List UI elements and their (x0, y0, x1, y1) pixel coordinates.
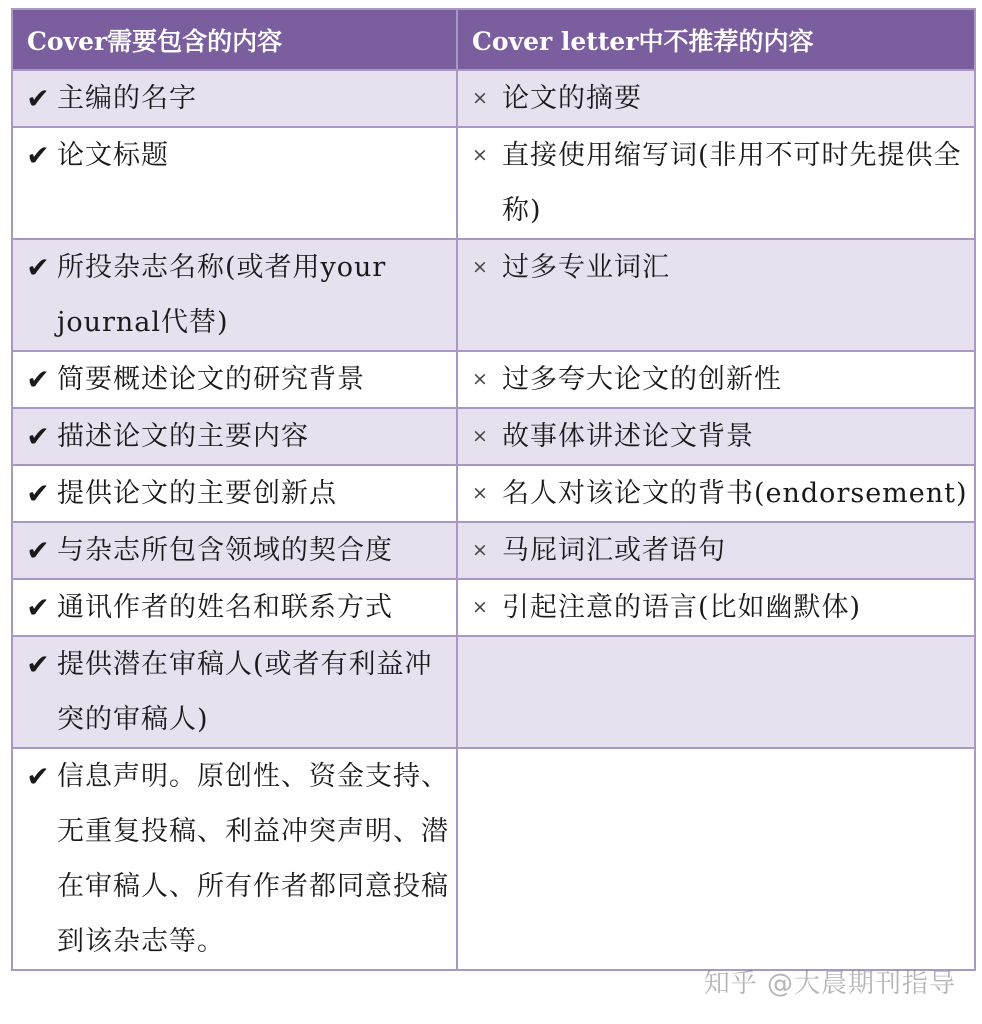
header-row (12, 9, 975, 70)
check-icon: ✔ (26, 760, 50, 793)
header-not-recommended: Cover letter中不推荐的内容 (457, 9, 975, 70)
avoid-text: 马屁词汇或者语句 (502, 535, 726, 566)
avoid-cell (457, 239, 975, 351)
cross-icon: × (472, 539, 488, 561)
check-icon: ✔ (26, 139, 50, 172)
avoid-text: 引起注意的语言(比如幽默体) (502, 592, 862, 623)
avoid-cell (457, 579, 975, 636)
table-row (12, 127, 975, 239)
avoid-cell (457, 70, 975, 127)
include-text: 提供论文的主要创新点 (57, 478, 337, 509)
include-text: 主编的名字 (57, 83, 197, 114)
cross-icon: × (472, 144, 488, 166)
include-cell (12, 579, 457, 636)
cross-icon: × (472, 596, 488, 618)
avoid-cell (457, 408, 975, 465)
include-cell (12, 636, 457, 748)
avoid-text: 论文的摘要 (502, 83, 642, 114)
include-text: 论文标题 (57, 140, 169, 171)
avoid-cell (457, 522, 975, 579)
include-cell (12, 239, 457, 351)
cover-letter-comparison-table (11, 8, 976, 971)
check-icon: ✔ (26, 251, 50, 284)
check-icon: ✔ (26, 591, 50, 624)
table-row (12, 522, 975, 579)
zhihu-watermark: 知乎 @大晨期刊指导 (703, 969, 956, 999)
check-icon: ✔ (26, 534, 50, 567)
avoid-cell (457, 465, 975, 522)
include-cell (12, 127, 457, 239)
include-cell (12, 748, 457, 970)
comparison-table-container (11, 8, 974, 971)
avoid-text: 故事体讲述论文背景 (502, 421, 754, 452)
check-icon: ✔ (26, 82, 50, 115)
avoid-text: 直接使用缩写词(非用不可时先提供全称) (502, 140, 962, 226)
include-text: 通讯作者的姓名和联系方式 (57, 592, 393, 623)
avoid-text: 过多专业词汇 (502, 252, 670, 283)
include-text: 描述论文的主要内容 (57, 421, 309, 452)
include-cell (12, 465, 457, 522)
include-text: 信息声明。原创性、资金支持、无重复投稿、利益冲突声明、潜在审稿人、所有作者都同意投稿到该杂志等。 (57, 761, 449, 957)
cross-icon: × (472, 87, 488, 109)
avoid-text: 过多夸大论文的创新性 (502, 364, 782, 395)
avoid-cell (457, 127, 975, 239)
check-icon: ✔ (26, 477, 50, 510)
include-cell (12, 351, 457, 408)
table-row (12, 239, 975, 351)
table-row (12, 351, 975, 408)
table-row (12, 465, 975, 522)
check-icon: ✔ (26, 420, 50, 453)
avoid-cell (457, 351, 975, 408)
include-text: 提供潜在审稿人(或者有利益冲突的审稿人) (57, 649, 433, 735)
avoid-cell-empty (457, 636, 975, 748)
table-row (12, 70, 975, 127)
cross-icon: × (472, 482, 488, 504)
include-text: 简要概述论文的研究背景 (57, 364, 365, 395)
avoid-text: 名人对该论文的背书(endorsement) (502, 478, 968, 509)
include-cell (12, 522, 457, 579)
cross-icon: × (472, 256, 488, 278)
cross-icon: × (472, 425, 488, 447)
table-row (12, 748, 975, 970)
avoid-cell-empty (457, 748, 975, 970)
include-cell (12, 408, 457, 465)
cross-icon: × (472, 368, 488, 390)
table-row (12, 408, 975, 465)
include-cell (12, 70, 457, 127)
include-text: 与杂志所包含领域的契合度 (57, 535, 393, 566)
table-row (12, 579, 975, 636)
check-icon: ✔ (26, 363, 50, 396)
include-text: 所投杂志名称(或者用your journal代替) (57, 252, 387, 338)
check-icon: ✔ (26, 648, 50, 681)
table-row (12, 636, 975, 748)
header-include: Cover需要包含的内容 (12, 9, 457, 70)
